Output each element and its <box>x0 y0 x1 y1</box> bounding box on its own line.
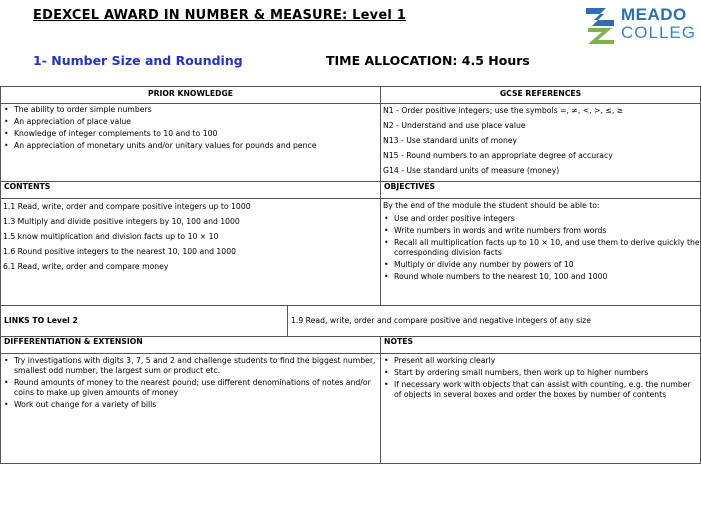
differentiation-cell <box>1 354 381 464</box>
document-title: EDEXCEL AWARD IN NUMBER & MEASURE: Level 1 <box>33 8 406 23</box>
list-item: • Write numbers in words and write numbers from words <box>381 226 700 236</box>
contents-heading: CONTENTS <box>1 182 381 199</box>
time-allocation: TIME ALLOCATION: 4.5 Hours <box>326 53 530 68</box>
logo-text-line1: MEADO <box>621 5 687 24</box>
list-item: • Multiply or divide any number by powers of 10 <box>381 260 700 270</box>
gcse-ref-g14: G14 - Use standard units of measure (money) <box>383 166 560 175</box>
gcse-references-cell <box>381 104 701 182</box>
content-item: 1.3 Multiply and divide positive integers by 10, 100 and 1000 <box>3 217 240 226</box>
list-item: • Work out change for a variety of bills <box>1 400 380 410</box>
list-item: • An appreciation of place value <box>1 117 380 127</box>
content-item: 1.5 know multiplication and division facts up to 10 × 10 <box>3 232 219 241</box>
links-text: 1.9 Read, write, order and compare positive and negative integers of any size <box>288 306 701 337</box>
list-item: • Start by ordering small numbers, then work up to higher numbers <box>381 368 700 378</box>
list-item: • Recall all multiplication facts up to 10 × 10, and use them to derive quickly the corresponding division facts <box>381 238 700 258</box>
module-table <box>0 86 700 464</box>
gcse-ref-n13: N13 - Use standard units of money <box>383 136 518 145</box>
gcse-ref-n1: N1 - Order positive integers; use the symbols =, ≠, <, >, ≤, ≥ <box>383 106 624 115</box>
module-subtitle: 1- Number Size and Rounding <box>33 53 243 68</box>
list-item: • Round amounts of money to the nearest pound; use different denominations of notes and/or coins to make up given amounts of money <box>1 378 380 398</box>
logo-chevron-icon <box>584 4 618 44</box>
list-item: • Present all working clearly <box>381 356 700 366</box>
gcse-ref-n2: N2 - Understand and use place value <box>383 121 526 130</box>
gcse-references-heading: GCSE REFERENCES <box>381 87 701 104</box>
logo-text-line2: COLLEG <box>621 23 696 42</box>
list-item: • The ability to order simple numbers <box>1 105 380 115</box>
objectives-intro: By the end of the module the student should be able to: <box>383 201 600 210</box>
notes-heading: NOTES <box>381 337 701 354</box>
contents-cell <box>1 199 381 306</box>
differentiation-heading: DIFFERENTIATION & EXTENSION <box>1 337 381 354</box>
content-item: 1.6 Round positive integers to the nearest 10, 100 and 1000 <box>3 247 236 256</box>
content-item: 1.1 Read, write, order and compare positive integers up to 1000 <box>3 202 251 211</box>
list-item: • Knowledge of integer complements to 10 and to 100 <box>1 129 380 139</box>
prior-knowledge-heading: PRIOR KNOWLEDGE <box>1 87 381 104</box>
notes-cell <box>381 354 701 464</box>
list-item: • If necessary work with objects that can assist with counting, e.g. the number of objects in several boxes and order the boxes by number of contents <box>381 380 700 400</box>
links-heading: LINKS TO Level 2 <box>1 306 288 337</box>
objectives-cell <box>381 199 701 306</box>
list-item: • Round whole numbers to the nearest 10, 100 and 1000 <box>381 272 700 282</box>
list-item: • Try investigations with digits 3, 7, 5 and 2 and challenge students to find the biggest number, smallest odd number, the largest sum or product etc. <box>1 356 380 376</box>
objectives-heading: OBJECTIVES <box>381 182 701 199</box>
prior-knowledge-cell <box>1 104 381 182</box>
college-logo <box>584 2 696 46</box>
content-item: 6.1 Read, write, order and compare money <box>3 262 169 271</box>
gcse-ref-n15: N15 - Round numbers to an appropriate degree of accuracy <box>383 151 613 160</box>
list-item: • Use and order positive integers <box>381 214 700 224</box>
list-item: • An appreciation of monetary units and/or unitary values for pounds and pence <box>1 141 380 151</box>
